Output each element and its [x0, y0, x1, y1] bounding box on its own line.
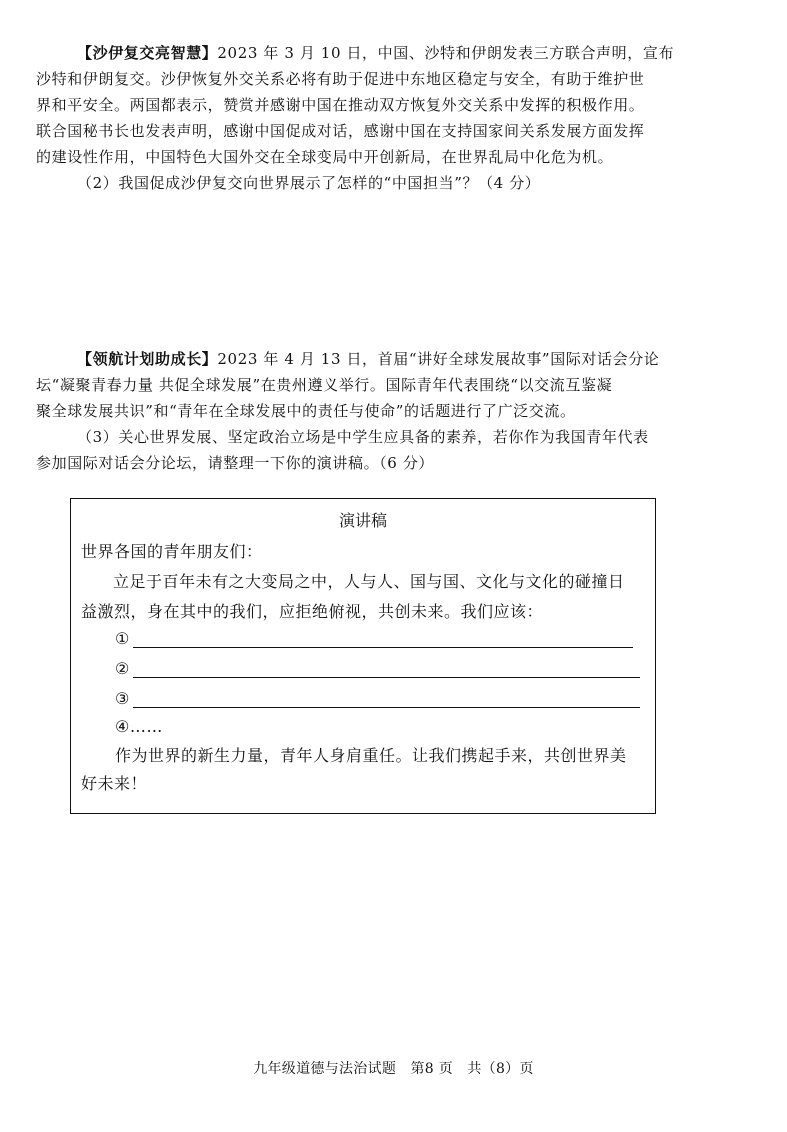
question-3: （3）关心世界发展、坚定政治立场是中学生应具备的素养，若你作为我国青年代表: [77, 428, 649, 446]
speech-title: 演讲稿: [338, 511, 387, 530]
speech-closing: 作为世界的新生力量，青年人身肩重任。让我们携起手来，共创世界美: [115, 746, 627, 765]
blank-number: ③: [115, 689, 130, 708]
passage-line: 的建设性作用，中国特色大国外交在全球变局中开创新局，在世界乱局中化危为机。: [36, 148, 614, 166]
blank-number: ②: [115, 659, 130, 678]
speech-greeting: 世界各国的青年朋友们：: [81, 542, 263, 561]
passage-sha-yi: [36, 40, 726, 196]
speech-draft-box: [70, 498, 656, 814]
passage-line: 2023 年 4 月 13 日，首届“讲好全球发展故事”国际对话会分论: [217, 350, 660, 368]
speech-intro: 立足于百年未有之大变局之中，人与人、国与国、文化与文化的碰撞日: [113, 572, 625, 591]
blank-number: ①: [115, 629, 130, 648]
question-2: （2）我国促成沙伊复交向世界展示了怎样的“中国担当”？（4 分）: [77, 174, 541, 192]
speech-closing-cont: 好未来！: [81, 774, 148, 793]
speech-item-4: ④……: [115, 717, 163, 736]
passage-line: 2023 年 3 月 10 日，中国、沙特和伊朗发表三方联合声明，宣布: [217, 44, 675, 62]
answer-line: [133, 677, 640, 678]
answer-line: [133, 647, 633, 648]
speech-intro-cont: 益激烈，身在其中的我们，应拒绝俯视，共创未来。我们应该：: [81, 602, 544, 621]
answer-line: [133, 707, 640, 708]
passage-line: 坛“凝聚青春力量 共促全球发展”在贵州遵义举行。国际青年代表围绕“以交流互鉴凝: [36, 376, 613, 394]
page-footer: 九年级道德与法治试题 第8 页 共（8）页: [253, 1061, 534, 1077]
passage-youth-forum: [36, 346, 726, 476]
section-heading: 【沙伊复交亮智慧】: [77, 44, 218, 62]
question-3-cont: 参加国际对话会分论坛，请整理一下你的演讲稿。（6 分）: [36, 454, 435, 472]
section-heading: 【领航计划助成长】: [77, 350, 218, 368]
passage-line: 聚全球发展共识”和“青年在全球发展中的责任与使命”的话题进行了广泛交流。: [36, 402, 576, 420]
passage-line: 联合国秘书长也发表声明，感谢中国促成对话，感谢中国在支持国家间关系发展方面发挥: [36, 122, 645, 140]
passage-line: 界和平安全。两国都表示，赞赏并感谢中国在推动双方恢复外交关系中发挥的积极作用。: [36, 96, 645, 114]
passage-line: 沙特和伊朗复交。沙伊恢复外交关系必将有助于促进中东地区稳定与安全，有助于维护世: [36, 70, 645, 88]
